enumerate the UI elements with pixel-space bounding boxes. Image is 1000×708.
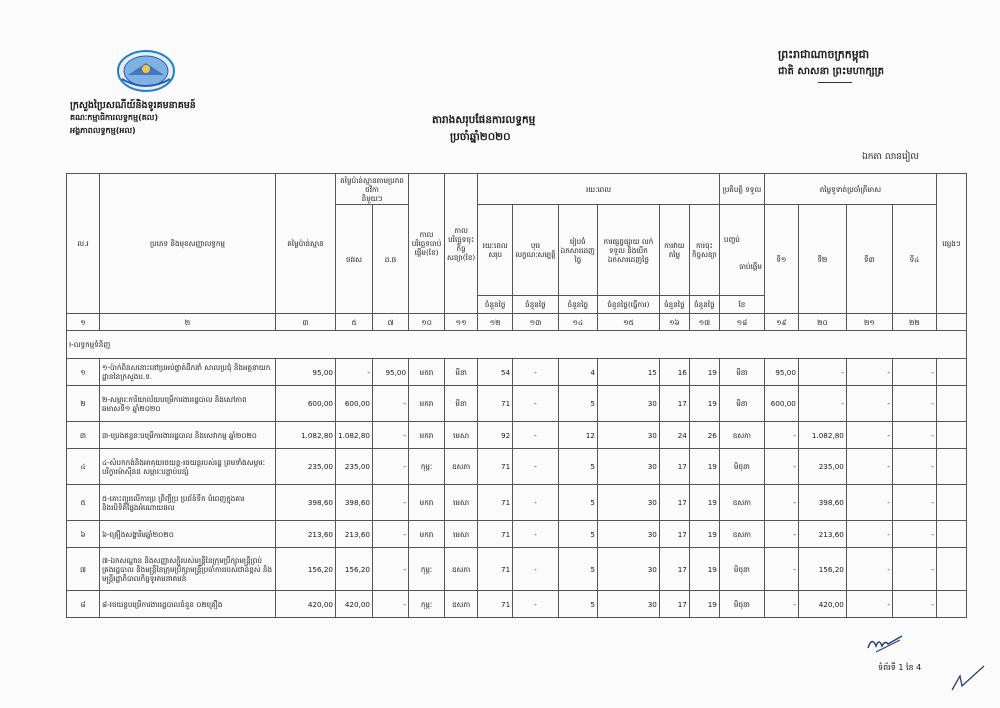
col-header-contract-date: កាលបរិច្ឆេទចុះកិច្ចសន្យា(ខែ) [445,174,478,314]
row-state-budget: 235,00 [336,449,373,485]
ministry-logo [116,49,176,93]
row-notes [936,359,966,386]
row-begin-month: មីនា [719,359,764,386]
row-bid-days: 15 [597,359,659,386]
row-description: ៣-ប្រេងឥន្ធនៈបម្រើការងាររដ្ឋបាល និងសេវាកម្ម ឆ្នាំ២០២០ [100,422,276,449]
row-total-days: 71 [478,449,513,485]
row-no: ៣ [67,422,100,449]
row-total-days: 71 [478,521,513,548]
row-begin-month: មិថុនា [719,591,764,618]
col-header-q1: ទី១ [764,205,798,314]
row-q2: - [798,386,846,422]
row-start-month: មករា [409,359,445,386]
unit-days-working: ចំនួនថ្ងៃ(ធ្វើការ) [597,296,659,314]
column-number: ១៤ [558,314,597,331]
col-header-duration: រយៈពេល [478,174,720,205]
column-number-row [67,314,967,331]
row-q3: - [846,449,892,485]
row-total-days: 92 [478,422,513,449]
row-start-month: មករា [409,386,445,422]
row-q4: - [892,591,936,618]
row-estimate: 398,60 [276,485,336,521]
unit-days: ចំនួនថ្ងៃ [659,296,689,314]
row-notes [936,485,966,521]
column-number: ១២ [478,314,513,331]
row-q2: - [798,359,846,386]
row-q1: 600,00 [764,386,798,422]
row-sign-days: 26 [689,422,719,449]
row-q1: - [764,422,798,449]
row-estimate: 235,00 [276,449,336,485]
col-header-eval: ការវាយតម្លៃ [659,205,689,296]
row-description: ៧-ឯកសណ្ឋាន និងសញ្ញាសក្តិរបស់មន្ត្រីនៃក្រុមប្រឹក្សាមន្ត្រីព្រប់គ្រងរដ្ឋបាល និងមន្ត្រីនៃក្រុមប្រឹក្សាមន្ត្រីប្រចាំការរបស់ជាន់ខ្ពស់ និងមន្ត្រីរដ្ឋាភិបាលកិច្ចទូរគមនាគមន៍ [100,548,276,591]
column-number: ៥ [336,314,373,331]
row-notes [936,422,966,449]
row-q3: - [846,422,892,449]
row-start-month: កុម្ភៈ [409,548,445,591]
column-number: ១៧ [689,314,719,331]
col-header-q2: ទី២ [798,205,846,314]
row-estimate: 1.082,80 [276,422,336,449]
row-other-budget: - [373,485,409,521]
unit-month: ខែ [719,296,764,314]
row-state-budget: - [336,359,373,386]
row-start-month: មករា [409,521,445,548]
row-prequal-days: - [513,422,558,449]
row-prep-days: 5 [558,485,597,521]
row-contract-month: ឧសភា [445,548,478,591]
row-contract-month: មេសា [445,521,478,548]
column-number: ១០ [409,314,445,331]
row-bid-days: 30 [597,485,659,521]
row-state-budget: 156,20 [336,548,373,591]
row-prequal-days: - [513,386,558,422]
column-number-blank [936,314,966,331]
row-begin-month: ឧសភា [719,521,764,548]
row-eval-days: 17 [659,449,689,485]
row-state-budget: 420,00 [336,591,373,618]
row-prep-days: 5 [558,449,597,485]
org-unit: អង្គភាពលទ្ធកម្ម(អល) [70,126,136,135]
col-header-quarter-alloc: តម្លៃទូទាត់ប្រចាំត្រីមាស [764,174,936,205]
row-contract-month: មេសា [445,485,478,521]
row-eval-days: 17 [659,548,689,591]
column-number: ១៥ [597,314,659,331]
row-begin-month: មិថុនា [719,548,764,591]
row-contract-month: មីនា [445,359,478,386]
row-estimate: 156,20 [276,548,336,591]
row-no: ២ [67,386,100,422]
row-prep-days: 5 [558,521,597,548]
row-bid-days: 30 [597,548,659,591]
row-notes [936,591,966,618]
org-name: ក្រសួងប្រៃសណីយ៍និងទូរគមនាគមន៍ [70,100,196,111]
motto-divider [818,82,852,83]
table-row [67,422,967,449]
row-eval-days: 17 [659,591,689,618]
start-label: ចាប់ផ្តើម [739,262,762,271]
document-year: ប្រចាំឆ្នាំ២០២០ [450,131,511,143]
row-eval-days: 17 [659,386,689,422]
row-prep-days: 5 [558,591,597,618]
column-number: ២ [100,314,276,331]
row-estimate: 600,00 [276,386,336,422]
row-eval-days: 24 [659,422,689,449]
row-notes [936,521,966,548]
row-other-budget: 95,00 [373,359,409,386]
row-estimate: 95,00 [276,359,336,386]
row-contract-month: ឧសភា [445,591,478,618]
column-number: ៣ [276,314,336,331]
row-other-budget: - [373,422,409,449]
row-q3: - [846,359,892,386]
row-q4: - [892,548,936,591]
row-start-month: កុម្ភៈ [409,591,445,618]
row-prep-days: 12 [558,422,597,449]
row-prequal-days: - [513,485,558,521]
row-prequal-days: - [513,521,558,548]
column-number: ៧ [373,314,409,331]
row-q4: - [892,485,936,521]
col-header-q3: ទី៣ [846,205,892,314]
row-q3: - [846,548,892,591]
row-q1: - [764,521,798,548]
col-header-state: ថវរស [336,205,373,314]
row-other-budget: - [373,386,409,422]
row-sign-days: 19 [689,548,719,591]
row-description: ៥-គោះព្យួរលើការប្រ ព្រីញ្ជីប្រ ប្រព័ន៍ទឹក បំពេញក្នុងគារ និងរបិទិគីផ្នែងអំណោយផល [100,485,276,521]
row-prep-days: 5 [558,386,597,422]
row-q2: 156,20 [798,548,846,591]
row-bid-days: 30 [597,521,659,548]
procurement-plan-table [66,173,967,618]
col-header-bid: ការផ្សព្វផ្សាយ លក់ ទទួល និងបើកឯកសារដេញថ្លៃ [597,205,659,296]
row-begin-month: មិថុនា [719,449,764,485]
row-q4: - [892,359,936,386]
row-no: ៦ [67,521,100,548]
row-start-month: កុម្ភៈ [409,449,445,485]
row-total-days: 71 [478,548,513,591]
row-prequal-days: - [513,591,558,618]
row-eval-days: 17 [659,485,689,521]
row-prequal-days: - [513,548,558,591]
unit-days: ចំនួនថ្ងៃ [689,296,719,314]
signature-mark [866,632,906,654]
row-no: ១ [67,359,100,386]
row-no: ៤ [67,449,100,485]
col-header-other: ដ.ផ [373,205,409,314]
row-total-days: 71 [478,485,513,521]
row-q1: - [764,485,798,521]
row-q3: - [846,485,892,521]
page-number: ទំព័រទី 1 នៃ 4 [878,663,922,672]
row-description: ៤-សំបកកង់និងអាគុយរថយន្ត-រថយន្តរបស់រដ្ឋ ព្រមទាំងសម្ភារៈបរិក្ខារម៉ាស៊ីនដ សម្ភារៈបន្ទាប់បន្សំ [100,449,276,485]
row-sign-days: 19 [689,485,719,521]
row-q1: - [764,449,798,485]
row-state-budget: 600,00 [336,386,373,422]
row-sign-days: 19 [689,591,719,618]
col-header-estimate-by-source: តម្លៃប៉ាន់ស្មានតាមប្រភពថវិកា និមួយៗ [336,174,409,205]
col-header-q4: ទី៤ [892,205,936,314]
row-q3: - [846,521,892,548]
row-q2: 213,60 [798,521,846,548]
column-number: ១៩ [764,314,798,331]
national-motto: ជាតិ សាសនា ព្រះមហាក្សត្រ [778,66,884,77]
row-contract-month: ឧសភា [445,449,478,485]
row-other-budget: - [373,521,409,548]
row-bid-days: 30 [597,449,659,485]
row-begin-month: ឧសភា [719,422,764,449]
col-header-type: ប្រភេទ និងមុខសញ្ញាលទ្ធកម្ម [100,174,276,314]
table-row [67,386,967,422]
column-number: ១៦ [659,314,689,331]
row-q3: - [846,386,892,422]
column-number: ២១ [846,314,892,331]
row-other-budget: - [373,548,409,591]
row-contract-month: មេសា [445,422,478,449]
column-number: ១៨ [719,314,764,331]
row-notes [936,386,966,422]
row-prep-days: 4 [558,359,597,386]
row-prequal-days: - [513,449,558,485]
row-state-budget: 398,60 [336,485,373,521]
initial-mark [948,664,988,694]
row-begin-month: ឧសភា [719,485,764,521]
row-q2: 235,00 [798,449,846,485]
table-row [67,548,967,591]
row-notes [936,449,966,485]
col-header-prep: រៀបចំឯកសារដេញថ្លៃ [558,205,597,296]
column-number: ២២ [892,314,936,331]
row-q4: - [892,422,936,449]
column-number: ១ [67,314,100,331]
document-title: តារាងសរុបផែនការលទ្ធកម្ម [432,114,536,126]
row-sign-days: 19 [689,521,719,548]
row-q2: 1.082,80 [798,422,846,449]
row-description: ៨-រថយន្តបម្រើការងាររដ្ឋបាលចំនួន ០២គ្រឿង [100,591,276,618]
row-q4: - [892,449,936,485]
row-description: ៦-គ្រឿងសង្ហារឹមឆ្នាំ២០២០ [100,521,276,548]
row-prep-days: 5 [558,548,597,591]
row-no: ៧ [67,548,100,591]
row-q3: - [846,591,892,618]
row-begin-month: មីនា [719,386,764,422]
row-state-budget: 1.082,80 [336,422,373,449]
row-contract-month: មីនា [445,386,478,422]
row-total-days: 71 [478,386,513,422]
table-row [67,485,967,521]
col-header-estimate: តម្លៃប៉ាន់ស្មាន [276,174,336,314]
section-label: I-លទ្ធកម្មទំនិញ [67,331,967,359]
col-header-period: ប្រតិបត្តិ ទទួល [719,174,764,205]
end-label: បញ្ចប់ [723,235,740,244]
unit-days: ចំនួនថ្ងៃ [478,296,513,314]
row-q1: - [764,591,798,618]
org-committee: គណៈកម្មាធិការលទ្ធកម្ម(គល) [70,113,159,122]
table-row [67,449,967,485]
row-sign-days: 19 [689,449,719,485]
row-q4: - [892,521,936,548]
row-sign-days: 19 [689,359,719,386]
table-row [67,359,967,386]
row-eval-days: 16 [659,359,689,386]
row-sign-days: 19 [689,386,719,422]
row-notes [936,548,966,591]
row-start-month: មករា [409,422,445,449]
col-header-start-end [719,205,764,296]
row-bid-days: 30 [597,386,659,422]
row-bid-days: 30 [597,422,659,449]
col-header-contract: ការចុះកិច្ចសន្យា [689,205,719,296]
col-header-total-duration: រយៈពេលសរុប [478,205,513,296]
unit-days: ចំនួនថ្ងៃ [558,296,597,314]
row-state-budget: 213,60 [336,521,373,548]
row-description: ១-ប៉ាក់ពិនសនោះនៅប្រអប់ផ្ទាត់ដឹកនាំ សាលប្រជុំ និងអគ្គនាយកដ្ឋាននៃក្រសួងប.ទ. [100,359,276,386]
row-no: ៥ [67,485,100,521]
column-number: ២០ [798,314,846,331]
row-estimate: 420,00 [276,591,336,618]
row-bid-days: 30 [597,591,659,618]
row-total-days: 71 [478,591,513,618]
row-q2: 398,60 [798,485,846,521]
row-total-days: 54 [478,359,513,386]
table-row [67,521,967,548]
row-q2: 420,00 [798,591,846,618]
column-number: ១១ [445,314,478,331]
table-row [67,591,967,618]
row-q1: - [764,548,798,591]
col-header-notes: ផ្សេងៗ [936,174,966,314]
col-header-start-date: កាលបរិច្ឆេទចាប់ផ្តើម(ខែ) [409,174,445,314]
row-other-budget: - [373,449,409,485]
row-other-budget: - [373,591,409,618]
kingdom-heading: ព្រះរាជាណាចក្រកម្ពុជា [778,48,870,61]
column-number: ១៣ [513,314,558,331]
row-description: ២-សម្ភារៈការិយាល័យបម្រើការងាររដ្ឋបាល និងសៅភាព ឆមាសទី១ ឆ្នាំ២០២០ [100,386,276,422]
row-eval-days: 17 [659,521,689,548]
row-estimate: 213,60 [276,521,336,548]
col-header-no: ល.រ [67,174,100,314]
row-q1: 95,00 [764,359,798,386]
unit-label: ឯកតា លានរៀល [862,152,919,162]
row-q4: - [892,386,936,422]
unit-days: ចំនួនថ្ងៃ [513,296,558,314]
col-header-prequal: បុរេលក្ខណៈសម្បត្តិ [513,205,558,296]
row-no: ៨ [67,591,100,618]
row-start-month: មករា [409,485,445,521]
row-prequal-days: - [513,359,558,386]
